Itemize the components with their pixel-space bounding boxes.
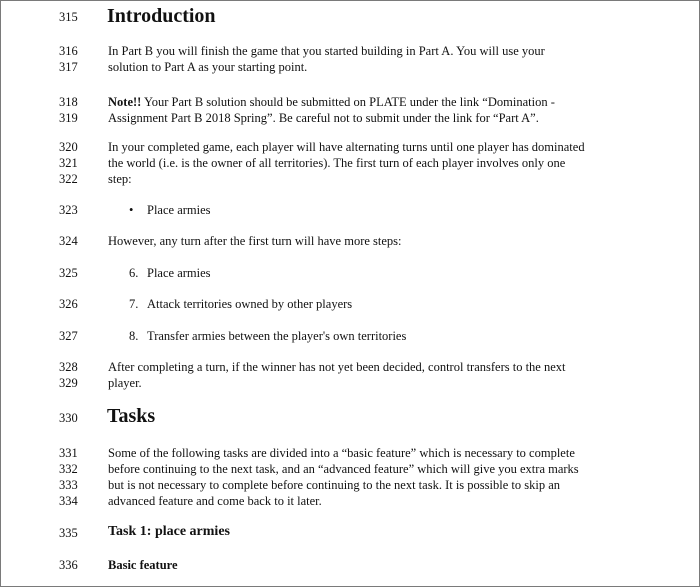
line-number: 325: [59, 266, 78, 280]
line-number: 318: [59, 95, 78, 109]
list-item: Transfer armies between the player's own territories: [147, 329, 407, 343]
list-item: Attack territories owned by other players: [147, 297, 353, 311]
line-number: 323: [59, 203, 78, 217]
paragraph-line: In Part B you will finish the game that you started building in Part A. You will use your: [108, 44, 545, 58]
line-number: 315: [59, 10, 78, 24]
list-number: 6.: [129, 266, 139, 280]
line-number: 333: [59, 478, 78, 492]
paragraph-line: However, any turn after the first turn will have more steps:: [108, 234, 402, 248]
bullet-icon: •: [129, 203, 134, 217]
paragraph-line: In your completed game, each player will have alternating turns until one player has dominated: [108, 140, 585, 154]
line-number: 328: [59, 360, 78, 374]
line-number: 327: [59, 329, 78, 343]
task-heading: Task 1: place armies: [108, 524, 230, 539]
line-number: 334: [59, 494, 78, 508]
paragraph-line: advanced feature and come back to it later.: [108, 494, 322, 508]
line-number: 332: [59, 462, 78, 476]
list-item: Place armies: [147, 203, 211, 217]
line-number: 335: [59, 526, 78, 540]
paragraph-line: After completing a turn, if the winner has not yet been decided, control transfers to the next: [108, 360, 566, 374]
line-number: 321: [59, 156, 78, 170]
paragraph-line: step:: [108, 172, 132, 186]
list-number: 7.: [129, 297, 139, 311]
note-text: Your Part B solution should be submitted on PLATE under the link “Domination -: [141, 95, 555, 109]
line-number: 326: [59, 297, 78, 311]
note-line: [108, 95, 555, 110]
line-number: 324: [59, 234, 78, 248]
line-number: 320: [59, 140, 78, 154]
line-number: 329: [59, 376, 78, 390]
line-number: 336: [59, 558, 78, 572]
paragraph-line: player.: [108, 376, 142, 390]
paragraph-line: Assignment Part B 2018 Spring”. Be careful not to submit under the link for “Part A”.: [108, 111, 539, 125]
line-number: 330: [59, 411, 78, 425]
line-number: 316: [59, 44, 78, 58]
paragraph-line: the world (i.e. is the owner of all territories). The first turn of each player involves only one: [108, 156, 566, 170]
section-title-introduction: Introduction: [107, 5, 216, 27]
line-number: 322: [59, 172, 78, 186]
subheading: Basic feature: [108, 558, 178, 572]
line-number: 319: [59, 111, 78, 125]
line-number: 317: [59, 60, 78, 74]
line-number: 331: [59, 446, 78, 460]
list-number: 8.: [129, 329, 139, 343]
paragraph-line: but is not necessary to complete before continuing to the next task. It is possible to skip an: [108, 478, 560, 492]
section-title-tasks: Tasks: [107, 405, 156, 427]
paragraph-line: Some of the following tasks are divided into a “basic feature” which is necessary to complete: [108, 446, 575, 460]
note-label: Note!!: [108, 95, 142, 109]
paragraph-line: before continuing to the next task, and an “advanced feature” which will give you extra marks: [108, 462, 579, 476]
list-item: Place armies: [147, 266, 211, 280]
paragraph-line: solution to Part A as your starting point.: [108, 60, 308, 74]
